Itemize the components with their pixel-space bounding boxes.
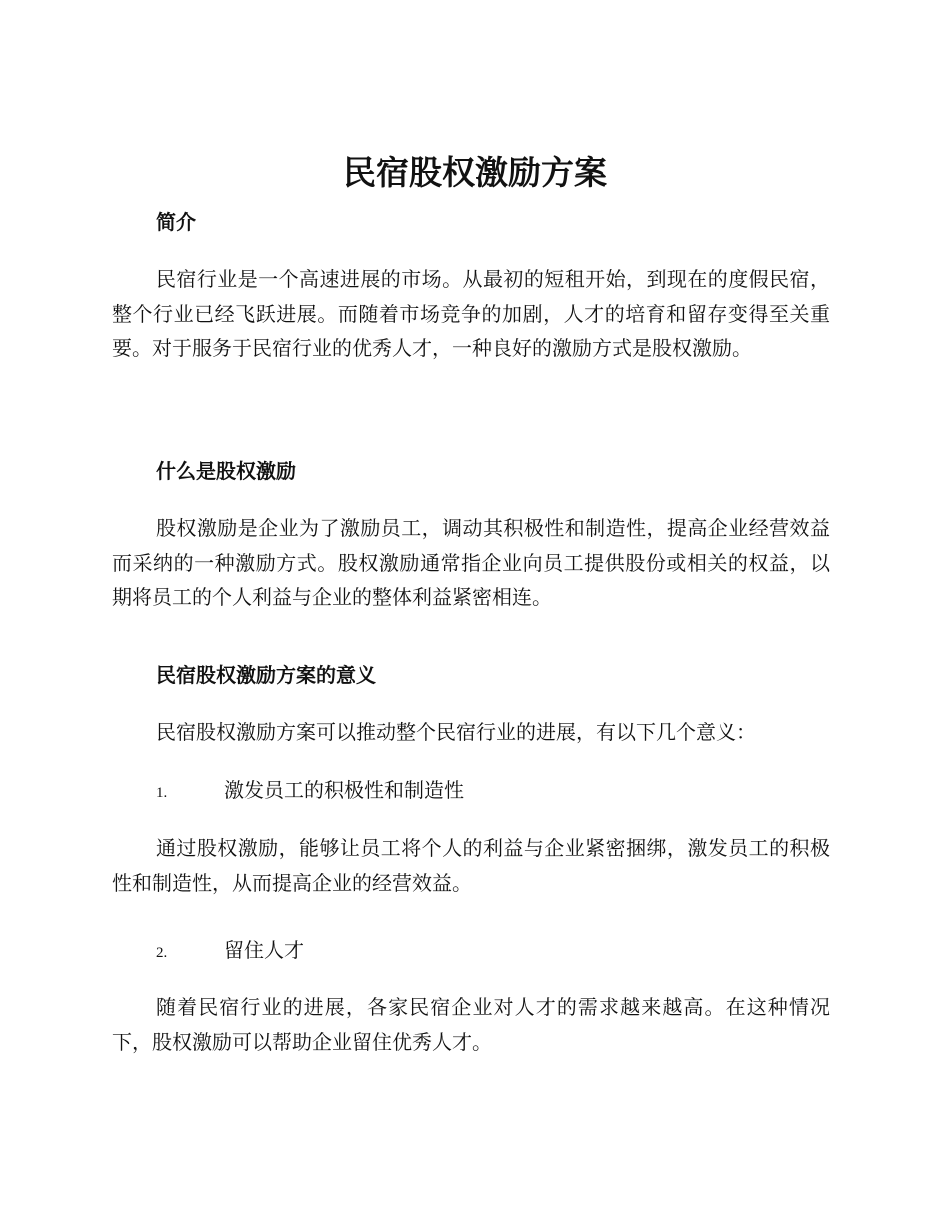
list-item-1 [156, 775, 830, 808]
list-item-2 [156, 935, 830, 968]
section-paragraph-intro: 民宿行业是一个高速进展的市场。从最初的短租开始，到现在的度假民宿，整个行业已经飞跃进展。而随着市场竞争的加剧，人才的培育和留存变得至关重要。对于服务于民宿行业的优秀人才，一种良好的激励方式是股权激励。 [112, 267, 830, 360]
section-heading-what-is-equity-incentive: 什么是股权激励 [156, 459, 296, 483]
list-item-1-paragraph: 通过股权激励，能够让员工将个人的利益与企业紧密捆绑，激发员工的积极性和制造性，从而提高企业的经营效益。 [112, 836, 830, 895]
list-item-number: 2. [156, 945, 168, 961]
section-heading-significance: 民宿股权激励方案的意义 [156, 663, 376, 687]
section-heading-intro: 简介 [156, 210, 196, 234]
list-item-label: 留住人才 [224, 938, 304, 962]
list-item-label: 激发员工的积极性和制造性 [224, 778, 464, 802]
document-title: 民宿股权激励方案 [343, 153, 607, 192]
list-item-number: 1. [156, 785, 168, 801]
section-paragraph-what-is-equity-incentive: 股权激励是企业为了激励员工，调动其积极性和制造性，提高企业经营效益而采纳的一种激励方式。股权激励通常指企业向员工提供股份或相关的权益，以期将员工的个人利益与企业的整体利益紧密相连。 [112, 516, 830, 609]
section-paragraph-significance: 民宿股权激励方案可以推动整个民宿行业的进展，有以下几个意义： [156, 720, 756, 744]
list-item-2-paragraph: 随着民宿行业的进展，各家民宿企业对人才的需求越来越高。在这种情况下，股权激励可以帮助企业留住优秀人才。 [112, 995, 830, 1054]
